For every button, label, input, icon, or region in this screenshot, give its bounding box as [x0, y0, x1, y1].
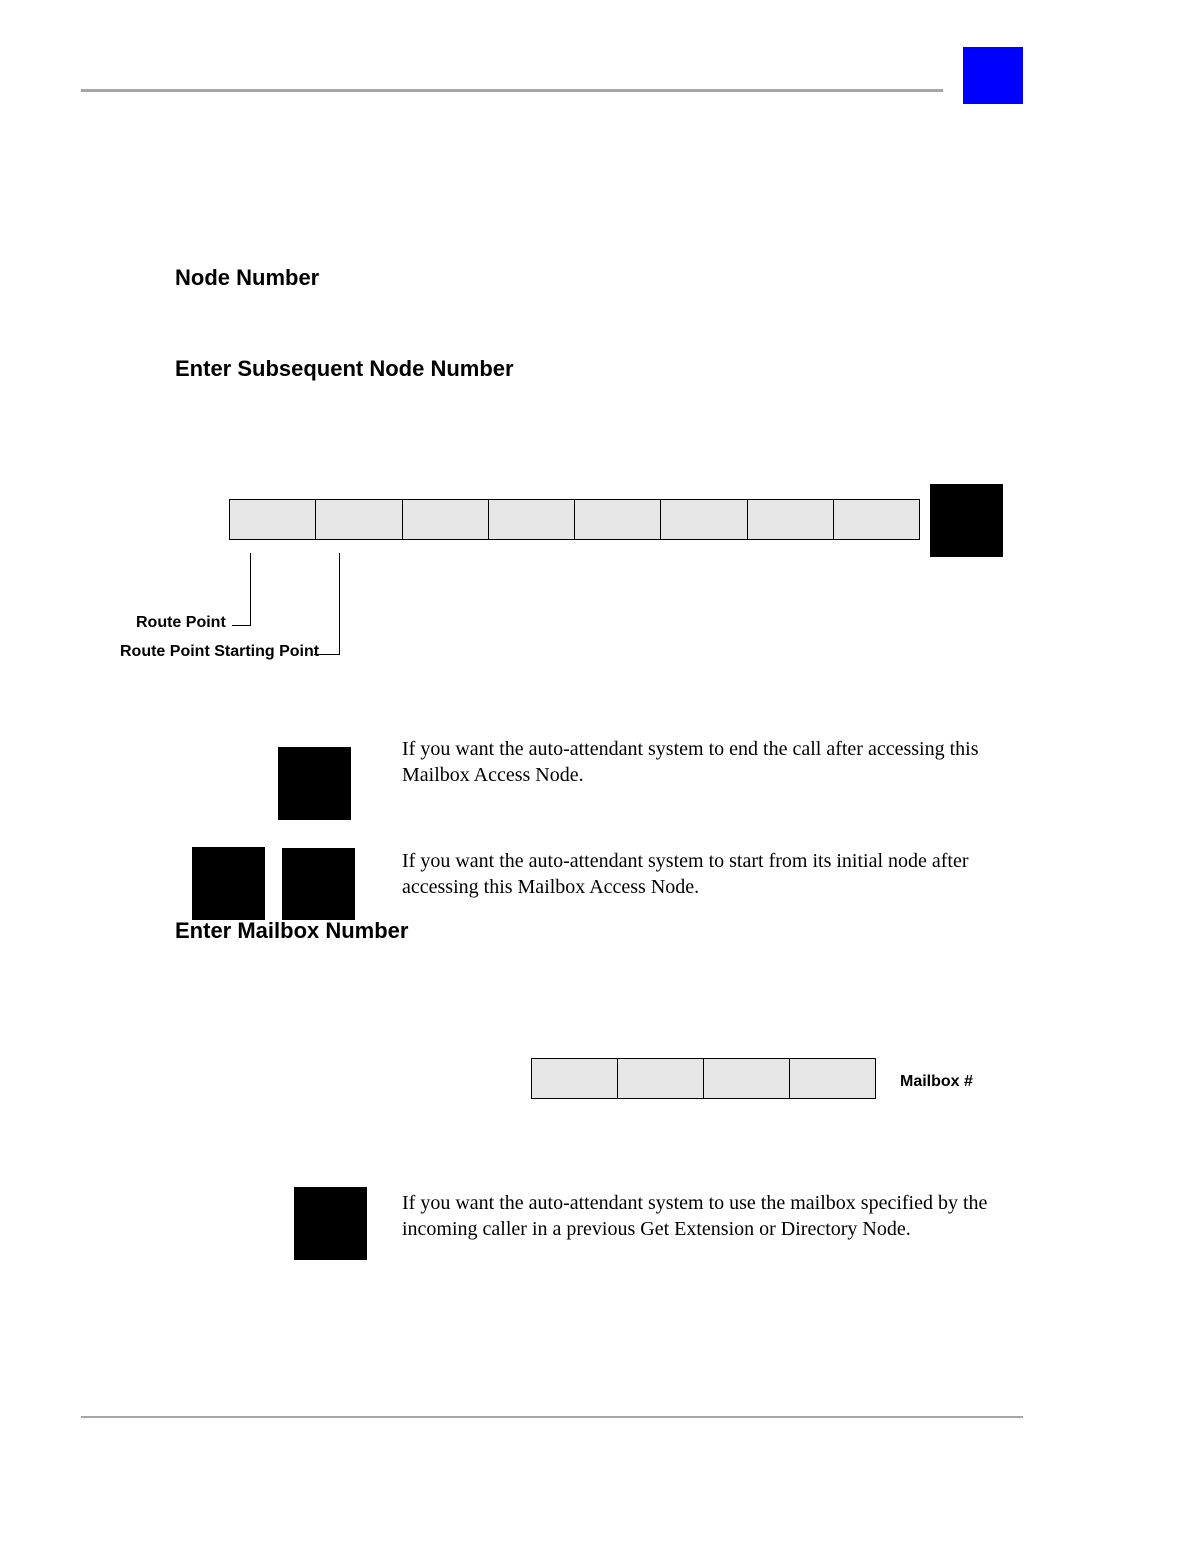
mailbox-digit-cell — [618, 1059, 704, 1098]
node-digit-cell — [575, 500, 661, 539]
node-digit-cell — [230, 500, 316, 539]
initial-node-key-1 — [192, 847, 265, 920]
initial-node-description: If you want the auto-attendant system to start from its initial node after accessing this Mailbox Access Node. — [402, 850, 969, 898]
node-digit-cell — [834, 500, 919, 539]
initial-node-key-2 — [282, 848, 355, 920]
end-call-key — [278, 747, 351, 820]
mailbox-digit-cell — [790, 1059, 875, 1098]
previous-mailbox-key — [294, 1187, 367, 1260]
mailbox-number-entry-field — [531, 1058, 876, 1099]
route-point-starting-point-label: Route Point Starting Point — [120, 643, 320, 660]
heading-node-number: Node Number — [175, 265, 320, 290]
footer-rule — [81, 1416, 1023, 1418]
route-point-label: Route Point — [136, 614, 226, 631]
node-digit-cell — [748, 500, 834, 539]
route-point-leader — [232, 553, 251, 626]
end-call-description: If you want the auto-attendant system to end the call after accessing this Mailbox Access Node. — [402, 738, 979, 786]
heading-subsequent-node-number: Enter Subsequent Node Number — [175, 356, 514, 381]
node-number-entry-field — [229, 499, 920, 540]
mailbox-digit-cell — [532, 1059, 618, 1098]
chapter-tab — [963, 47, 1023, 104]
header-rule — [81, 89, 943, 92]
node-digit-cell — [403, 500, 489, 539]
node-digit-cell — [316, 500, 402, 539]
node-digit-cell — [489, 500, 575, 539]
node-entry-key — [930, 484, 1003, 557]
route-point-starting-point-leader — [314, 553, 340, 655]
mailbox-digit-cell — [704, 1059, 790, 1098]
node-digit-cell — [661, 500, 747, 539]
previous-mailbox-description: If you want the auto-attendant system to use the mailbox specified by the incoming caller in a previous Get Extension or Directory Node. — [402, 1192, 988, 1240]
mailbox-label: Mailbox # — [900, 1073, 973, 1090]
heading-mailbox-number: Enter Mailbox Number — [175, 918, 409, 943]
